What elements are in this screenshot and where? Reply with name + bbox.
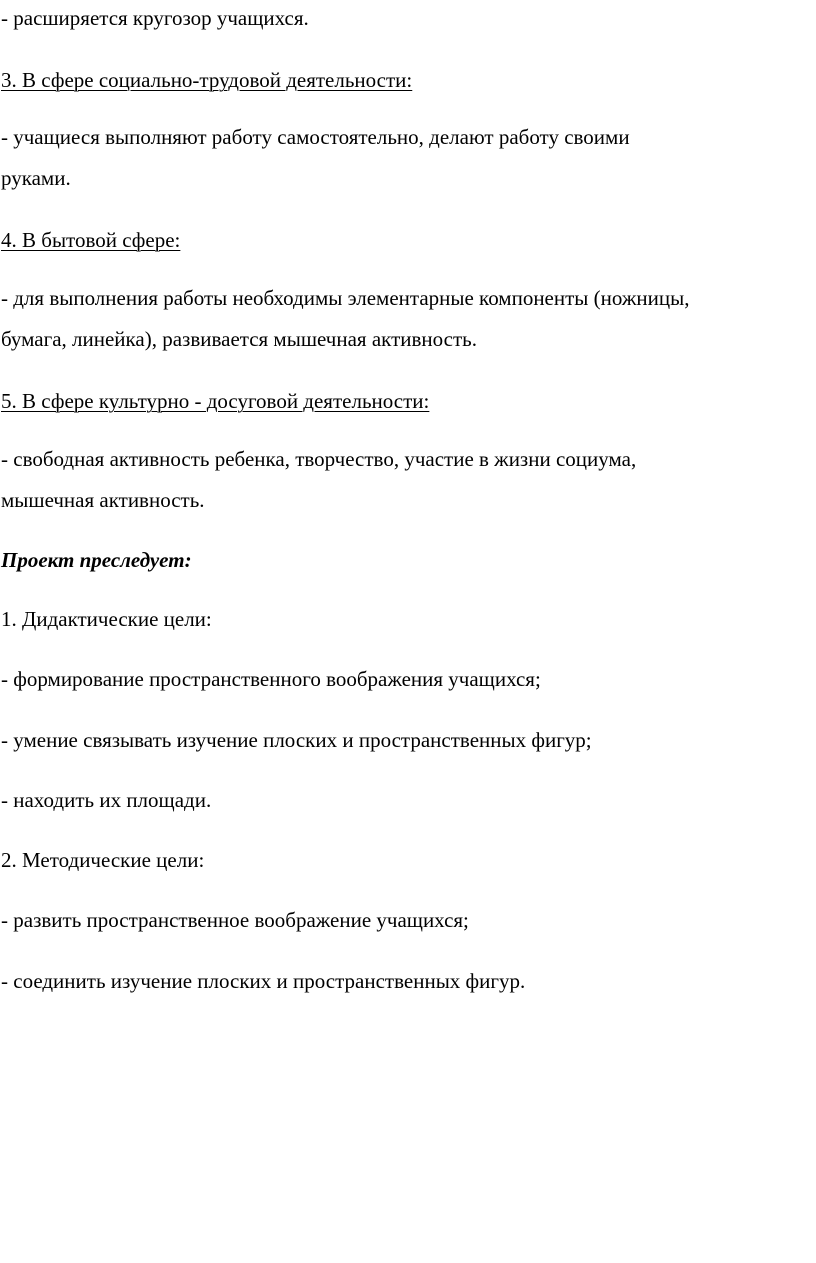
bullet-independent-work: - учащиеся выполняют работу самостоятельно, делают работу своими (1, 125, 630, 149)
bullet-combine-study: - соединить изучение плоских и пространственных фигур. (1, 969, 526, 993)
bullet-independent-work-cont: руками. (1, 166, 71, 190)
bullet-connect-figures: - умение связывать изучение плоских и пространственных фигур; (1, 728, 592, 752)
bullet-free-activity: - свободная активность ребенка, творчество, участие в жизни социума, (1, 447, 637, 471)
bullet-develop-imagination: - развить пространственное воображение учащихся; (1, 908, 469, 932)
heading-household-sphere: 4. В бытовой сфере: (1, 228, 181, 252)
heading-social-labor-sphere: 3. В сфере социально-трудовой деятельности: (1, 68, 413, 92)
heading-cultural-leisure-sphere: 5. В сфере культурно - досуговой деятельности: (1, 389, 430, 413)
bullet-elementary-components-cont: бумага, линейка), развивается мышечная активность. (1, 327, 477, 351)
bullet-find-areas: - находить их площади. (1, 788, 212, 812)
bullet-free-activity-cont: мышечная активность. (1, 488, 205, 512)
subheading-didactic-goals: 1. Дидактические цели: (1, 607, 212, 631)
bullet-elementary-components: - для выполнения работы необходимы элементарные компоненты (ножницы, (1, 286, 690, 310)
bullet-spatial-imagination: - формирование пространственного воображения учащихся; (1, 667, 541, 691)
bullet-broaden-horizons: - расширяется кругозор учащихся. (1, 6, 309, 30)
section-title-project-goals: Проект преследует: (1, 548, 192, 572)
subheading-methodical-goals: 2. Методические цели: (1, 848, 205, 872)
